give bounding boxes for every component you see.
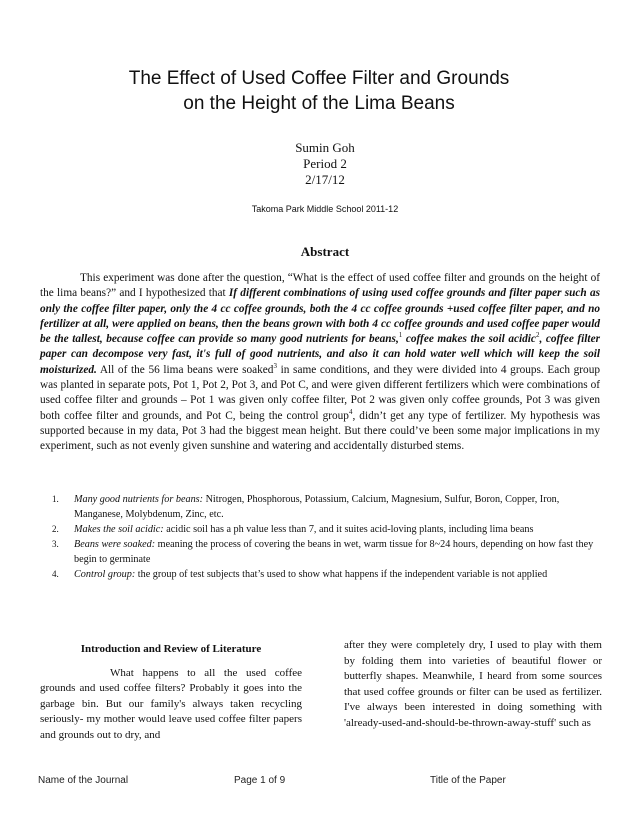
page-footer xyxy=(38,775,598,789)
abstract-paragraph xyxy=(40,271,600,455)
footnote-ref-4: 4 xyxy=(348,407,353,416)
footnote-number: 1. xyxy=(52,494,59,504)
hypothesis-part-c: , coffee filter paper can decompose very fast, it's full of good nutrients, and also it can hold water well which will keep the soil moisturized. xyxy=(40,333,600,376)
footnote-term: Many good nutrients for beans: xyxy=(74,494,204,505)
footnote-ref-3: 3 xyxy=(273,362,277,371)
abstract-method-c: , didn’t get any type of fertilizer. My hypothesis was supported because in my data, Pot 3 had the biggest mean height. But there could’ve been some major implications in my experiment, such as not evenly given sunshine and watering and accidentally disturbed stems. xyxy=(40,409,600,453)
footnote-term: Beans were soaked: xyxy=(74,539,156,550)
footnote-term: Control group: xyxy=(74,569,136,580)
title-line-1: The Effect of Used Coffee Filter and Grounds xyxy=(128,68,510,89)
footer-paper-title: Title of the Paper xyxy=(430,775,506,786)
footer-journal-name: Name of the Journal xyxy=(38,775,129,786)
footnote-number: 4. xyxy=(52,569,59,579)
abstract-method-b: in same conditions, and they were divided into 4 groups. Each group was planted in separate pots, Pot 1, Pot 2, Pot 3, and Pot C, and were given different fertilizers which were combinations of used coffee filter and grounds – Pot 1 was given only coffee filter, Pot 2 was given only coffee grounds, Pot 3 was given both coffee filter and grounds, and Pot C, being the control group xyxy=(40,363,600,422)
footnote-text: the group of test subjects that’s used to show what happens if the independent variable is not applied xyxy=(135,569,548,580)
author-block xyxy=(200,140,450,188)
author-date: 2/17/12 xyxy=(305,172,345,187)
footnote-text: Nitrogen, Phosphorous, Potassium, Calcium, Magnesium, Sulfur, Boron, Copper, Iron, Manganese, Molybdenum, Zinc, etc. xyxy=(74,494,560,520)
footnote-ref-2: 2 xyxy=(535,331,540,340)
footer-page-number: Page 1 of 9 xyxy=(234,775,286,786)
intro-heading: Introduction and Review of Literature xyxy=(80,643,262,655)
footnote-item xyxy=(52,522,600,537)
footnote-text: meaning the process of covering the beans in wet, warm tissue for 8~24 hours, depending on how fast they begin to germinate xyxy=(74,539,594,565)
intro-left-text: What happens to all the used coffee grounds and used coffee filters? Probably it goes into the garbage bin. But our family's always taken recycling seriously- my mother would leave used coffee filter papers and grounds out to dry, and xyxy=(40,666,302,741)
footnote-text: acidic soil has a ph value less than 7, and it suites acid-loving plants, including lima beans xyxy=(163,524,534,535)
footnote-term: Makes the soil acidic: xyxy=(74,524,164,535)
hypothesis-part-a: If different combinations of using used coffee grounds and filter paper such as only the coffee filter paper, only the 4 cc coffee grounds, both the 4 cc coffee grounds +used coffee filter paper, and no fertilizer at all, were applied on beans, then the beans grown with both 4 cc coffee grounds and used coffee paper would be the tallest, because coffee can provide so many good nutrients for beans, xyxy=(40,287,600,346)
abstract-method-a: All of the 56 lima beans were soaked xyxy=(96,363,274,376)
abstract-intro: This experiment was done after the question, “What is the effect of used coffee filter and grounds on the height of the lima beans?” and I hypothesized that xyxy=(40,272,600,300)
intro-column-left xyxy=(40,642,302,744)
title-line-2: on the Height of the Lima Beans xyxy=(183,93,455,114)
paper-title xyxy=(60,66,578,116)
footnote-number: 2. xyxy=(52,524,59,534)
abstract-heading: Abstract xyxy=(300,244,350,259)
footnote-ref-1: 1 xyxy=(398,331,403,340)
footnote-item xyxy=(52,537,600,567)
hypothesis-part-b: coffee makes the soil acidic xyxy=(402,333,536,346)
footnote-list xyxy=(52,492,600,582)
footnote-item xyxy=(52,567,600,582)
author-period: Period 2 xyxy=(303,156,347,171)
footnote-number: 3. xyxy=(52,539,59,549)
school-line: Takoma Park Middle School 2011-12 xyxy=(251,204,399,214)
footnote-item xyxy=(52,492,600,522)
intro-column-right: after they were completely dry, I used to play with them by folding them into varieties of beautiful flower or butterfly shapes. Meanwhile, I heard from some sources that used coffee grounds or filter can be used as fertilizer. I've always been interested in doing something with 'already-used-and-should-be-thrown-away-stuff' such as xyxy=(344,639,602,729)
author-name: Sumin Goh xyxy=(295,140,355,155)
